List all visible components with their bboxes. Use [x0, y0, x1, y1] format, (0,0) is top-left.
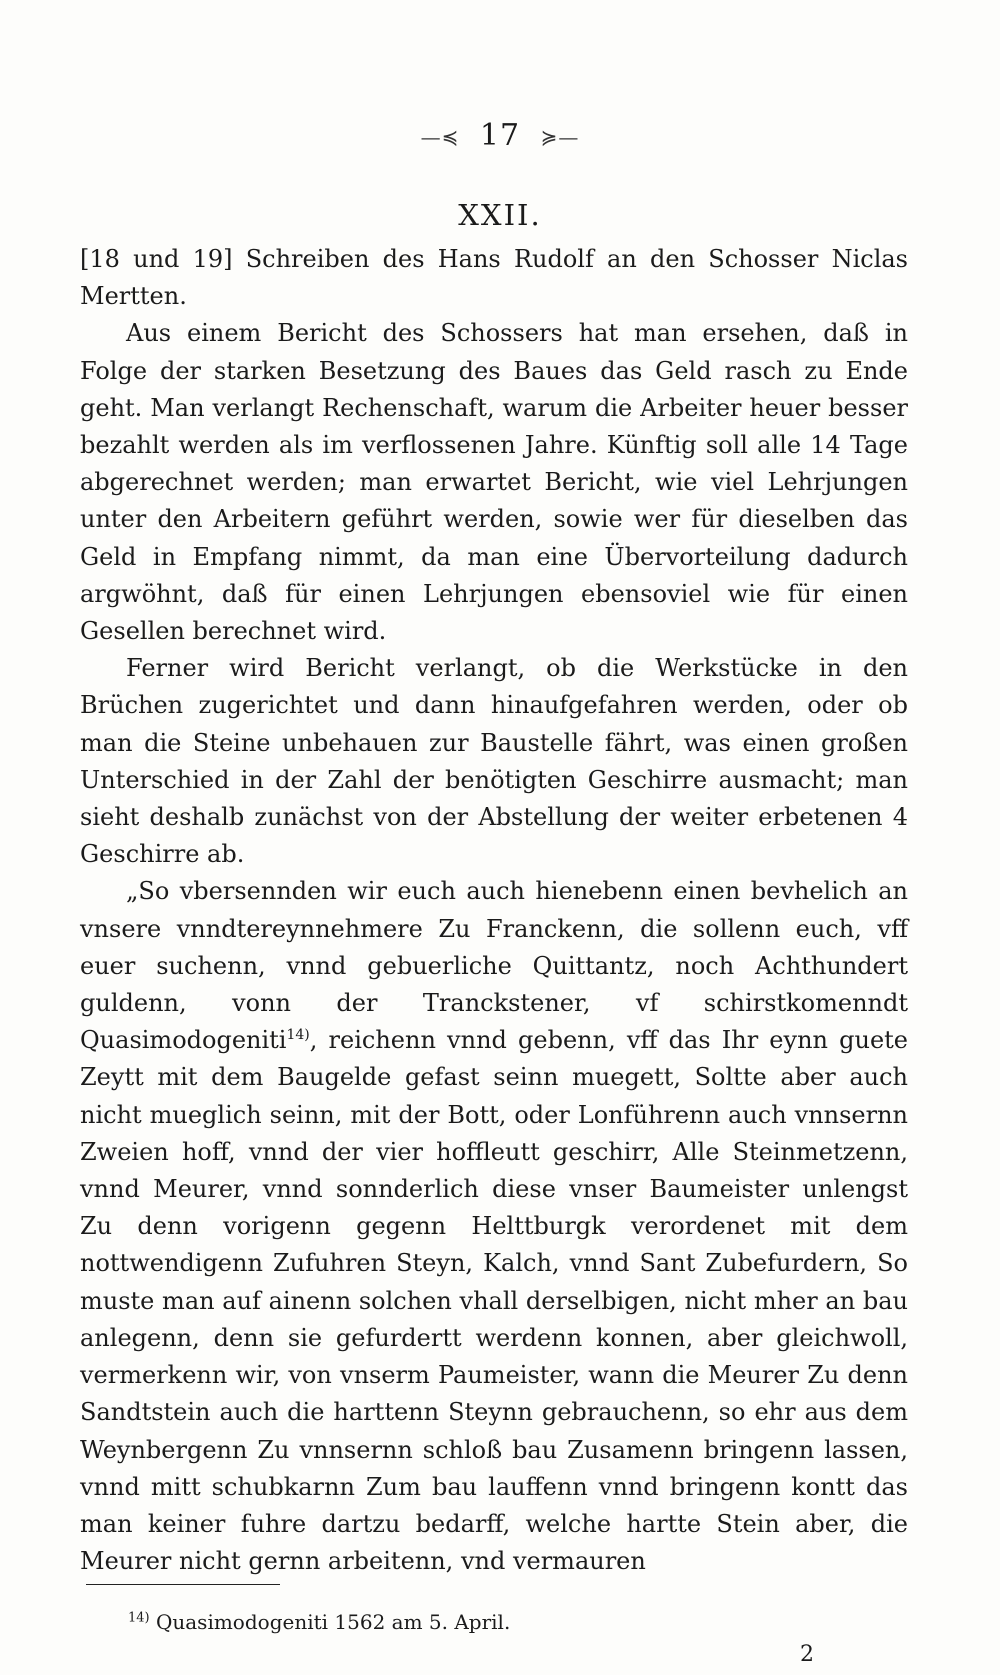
footnote-text: Quasimodogeniti 1562 am 5. April.	[155, 1610, 511, 1634]
paragraph-heading: [18 und 19] Schreiben des Hans Rudolf an den Schosser Niclas Mertten.	[80, 245, 908, 311]
section-title: XXII.	[458, 198, 542, 232]
ornament-right: ≽—	[540, 125, 580, 149]
paragraph-further: Ferner wird Bericht verlangt, ob die Werkstücke in den Brüchen zugerichtet und dann hinaufgefahren werden, oder ob man die Steine unbehauen zur Baustelle fährt, was einen großen Unterschied in der Zahl der benötigten Geschirre ausmacht; man sieht deshalb zunächst von der Abstellung der weiter erbetenen 4 Geschirre ab.	[80, 654, 908, 869]
quotation-text-start: „So vbersennden wir euch auch hienebenn einen bevhelich an vnsere vnndtereynnehmere Zu Franckenn, die sollenn euch, vff euer suchenn, vnnd gebuerliche Quittantz, noch Achthundert guldenn, vonn der Tranckstener, vf schirstkomenndt Quasimodogeniti	[80, 877, 908, 1055]
footnote-rule	[86, 1584, 280, 1585]
paragraph-quotation	[80, 873, 908, 1580]
signature-mark: 2	[800, 1642, 814, 1667]
body-text	[80, 241, 908, 1580]
page-number: 17	[479, 118, 521, 153]
page-header	[0, 118, 1000, 153]
ornament-left: —≼	[420, 125, 460, 149]
footnote-mark: 14)	[128, 1610, 150, 1626]
paragraph-summary: Aus einem Bericht des Schossers hat man ersehen, daß in Folge der starken Besetzung des Baues das Geld rasch zu Ende geht. Man verlangt Rechenschaft, warum die Arbeiter heuer besser bezahlt werden als im verflossenen Jahre. Künftig soll alle 14 Tage abgerechnet werden; man erwartet Bericht, wie viel Lehrjungen unter den Arbeitern geführt werden, sowie wer für dieselben das Geld in Empfang nimmt, da man eine Übervorteilung dadurch argwöhnt, daß für einen Lehrjungen ebensoviel wie für einen Gesellen berechnet wird.	[80, 319, 908, 646]
footnote-reference: 14)	[286, 1027, 310, 1044]
quotation-text-end: , reichenn vnnd gebenn, vff das Ihr eynn guete Zeytt mit dem Baugelde gefast seinn muegett, Soltte aber auch nicht mueglich seinn, mit der Bott, oder Lonführenn auch vnnsernn Zweien hoff, vnnd der vier hoffleutt geschirr, Alle Steinmetzenn, vnnd Meurer, vnnd sonnderlich diese vnser Baumeister unlengst Zu denn vorigenn gegenn Helttburgk verordenet mit dem nottwendigenn Zufuhren Steyn, Kalch, vnnd Sant Zubefurdern, So muste man auf ainenn solchen vhall derselbigen, nicht mher an bau anlegenn, denn sie gefurdertt werdenn konnen, aber gleichwoll, vermerkenn wir, von vnserm Paumeister, wann die Meurer Zu denn Sandtstein auch die harttenn Steynn gebrauchenn, so ehr aus dem Weynbergenn Zu vnnsernn schloß bau Zusamenn bringenn lassen, vnnd mitt schubkarnn Zum bau lauffenn vnnd bringenn kontt das man keiner fuhre dartzu bedarff, welche hartte Stein aber, die Meurer nicht gernn arbeitenn, vnd vermauren	[80, 1026, 908, 1576]
footnote	[128, 1610, 510, 1634]
